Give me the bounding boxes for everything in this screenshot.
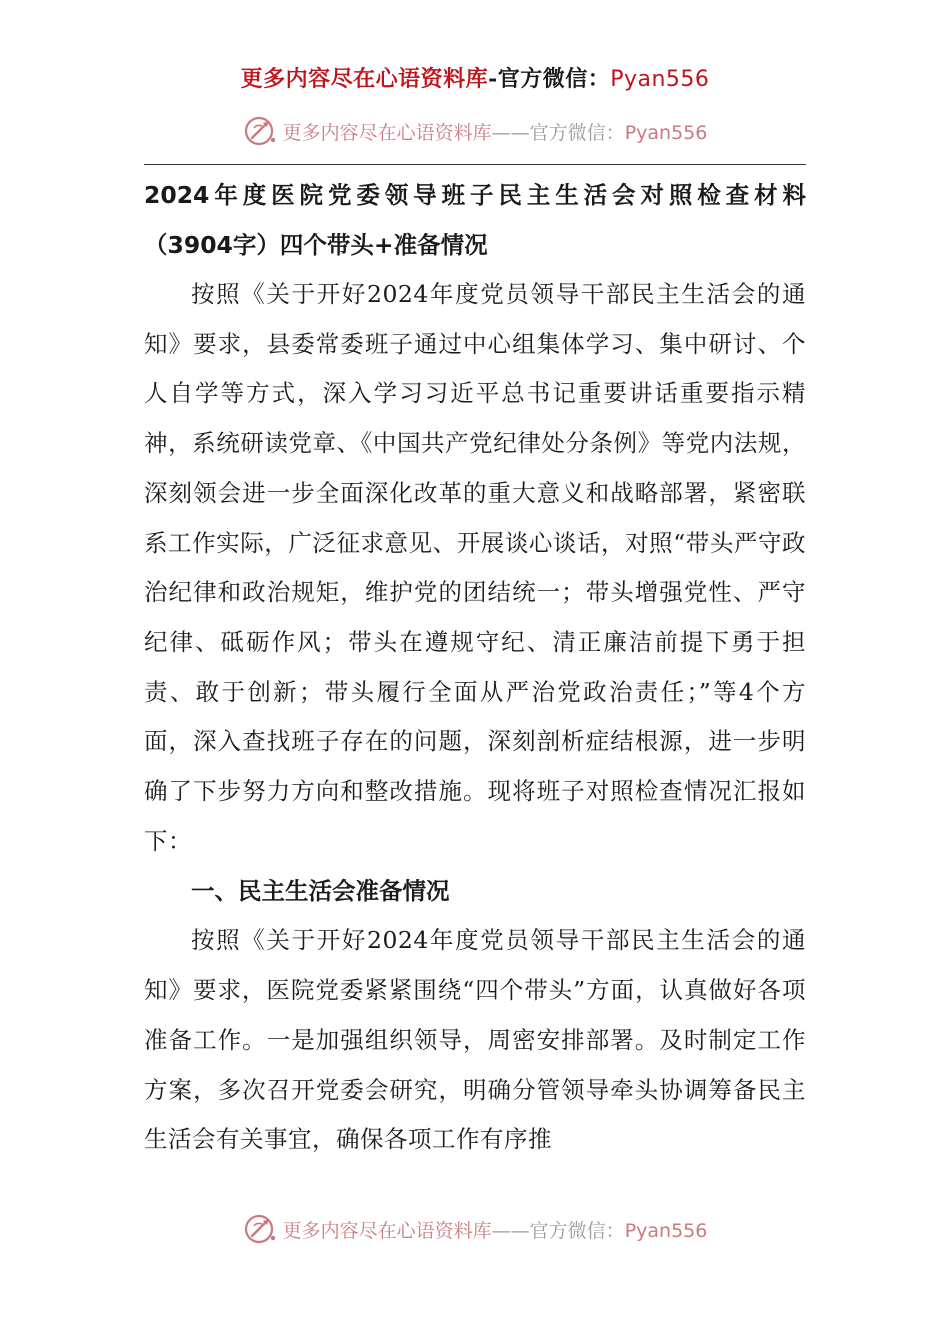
watermark-dash: ——官方微信： [491,121,625,144]
title-line-1: 2024年度医院党委领导班子民主生活会对照检查材料 [144,181,806,209]
watermark-text [283,1216,708,1243]
watermark-label: 更多内容尽在心语资料库 [282,121,492,144]
watermark-text [283,118,708,145]
watermark-logo-icon [243,114,277,148]
watermark-wechat-id: Pyan556 [624,1219,708,1242]
watermark-wechat-id: Pyan556 [624,121,708,144]
banner-left-text: 更多内容尽在心语资料库 [240,66,489,92]
watermark-top [0,114,950,148]
title-line-2: （3904字）四个带头+准备情况 [144,231,488,259]
watermark-bottom [0,1212,950,1246]
header-divider [144,164,806,165]
paragraph-intro: 按照《关于开好2024年度党员领导干部民主生活会的通知》要求，县委常委班子通过中心组集体学习、集中研讨、个人自学等方式，深入学习习近平总书记重要讲话重要指示精神，系统研读党章、《中国共产党纪律处分条例》等党内法规，深刻领会进一步全面深化改革的重大意义和战略部署，紧密联系工作实际，广泛征求意见、开展谈心谈话，对照“带头严守政治纪律和政治规矩，维护党的团结统一；带头增强党性、严守纪律、砥砺作风；带头在遵规守纪、清正廉洁前提下勇于担责、敢于创新；带头履行全面从严治党政治责任；”等4个方面，深入查找班子存在的问题，深刻剖析症结根源，进一步明确了下步努力方向和整改措施。现将班子对照检查情况汇报如下： [144,280,806,855]
watermark-dash: ——官方微信： [491,1219,625,1242]
banner-separator: -官方微信： [488,66,611,92]
watermark-logo-icon [243,1212,277,1246]
section-heading-1: 一、民主生活会准备情况 [191,877,450,906]
top-banner [0,62,950,93]
paragraph-preparation: 按照《关于开好2024年度党员领导干部民主生活会的通知》要求，医院党委紧紧围绕“四个带头”方面，认真做好各项准备工作。一是加强组织领导，周密安排部署。及时制定工作方案，多次召开党委会研究，明确分管领导牵头协调筹备民主生活会有关事宜，确保各项工作有序推 [144,926,806,1154]
document-body [144,170,806,1165]
watermark-label: 更多内容尽在心语资料库 [282,1219,492,1242]
banner-wechat-id: Pyan556 [610,67,710,92]
document-title [144,170,806,270]
